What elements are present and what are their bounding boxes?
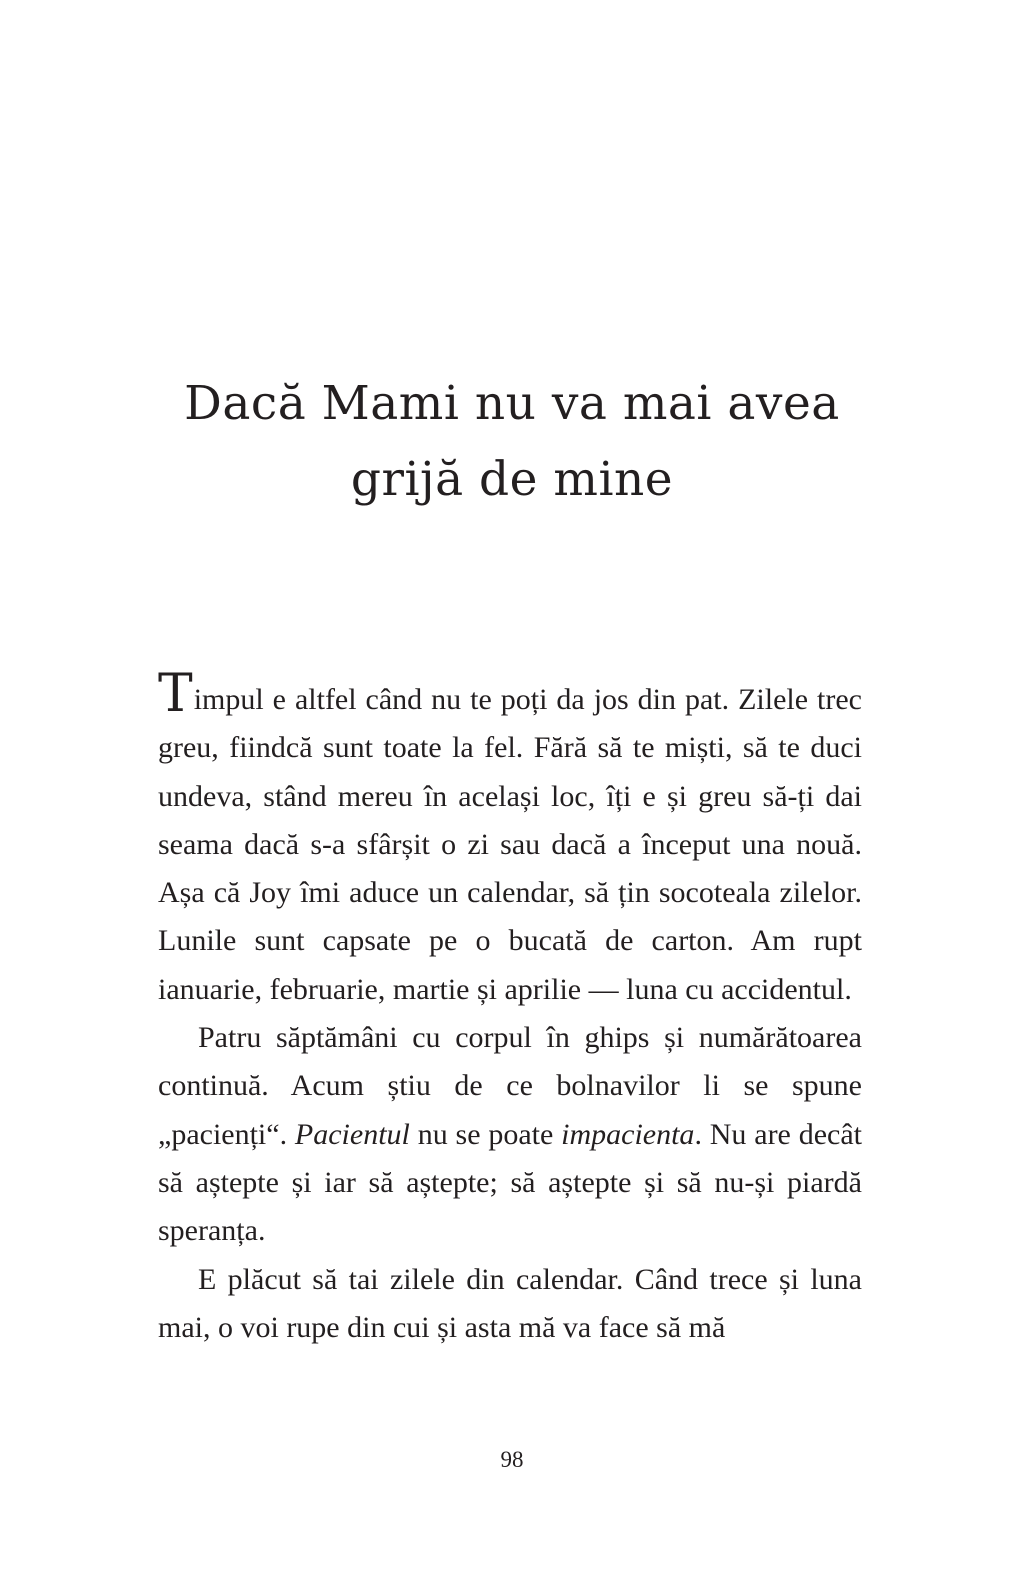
paragraph-1 [158,664,862,1014]
paragraph-2-text-b: nu se poate [409,1117,562,1151]
chapter-title-line-2: grijă de mine [350,452,674,507]
paragraph-1-text: impul e altfel când nu te poți da jos din pat. Zilele trec greu, fiindcă sunt toate la fel. Fără să te miști, să te duci undeva, stând mereu în același loc, îți e și greu să-ți dai seama dacă s-a sfârșit o zi sau dacă a început una nouă. Așa că Joy îmi aduce un calendar, să țin socoteala zilelor. Lunile sunt capsate pe o bucată de carton. Am rupt ianuarie, februarie, martie și aprilie — luna cu accidentul. [158,683,862,1006]
paragraph-2-text-a: Patru săptămâni cu corpul în ghips și numărătoarea continuă. Acum știu de ce bolnavilor li se spune „pacienți“. [158,1021,862,1151]
paragraph-3: E plăcut să tai zilele din calendar. Când trece și luna mai, o voi rupe din cui și asta mă va face să mă [158,1262,862,1344]
page-number: 98 [500,1447,524,1472]
chapter-title [150,366,874,518]
drop-cap: T [158,664,193,724]
italic-word-pacientul: Pacientul [294,1117,410,1151]
chapter-body [158,664,862,1352]
paragraph-2 [158,1014,862,1255]
paragraph-2-text-c: . Nu are decât să aștepte și iar să aștepte; să aștepte și să nu-și piardă speranța. [158,1117,862,1248]
italic-word-impacienta: impacienta [561,1117,695,1151]
chapter-title-line-1: Dacă Mami nu va mai avea [184,376,840,431]
